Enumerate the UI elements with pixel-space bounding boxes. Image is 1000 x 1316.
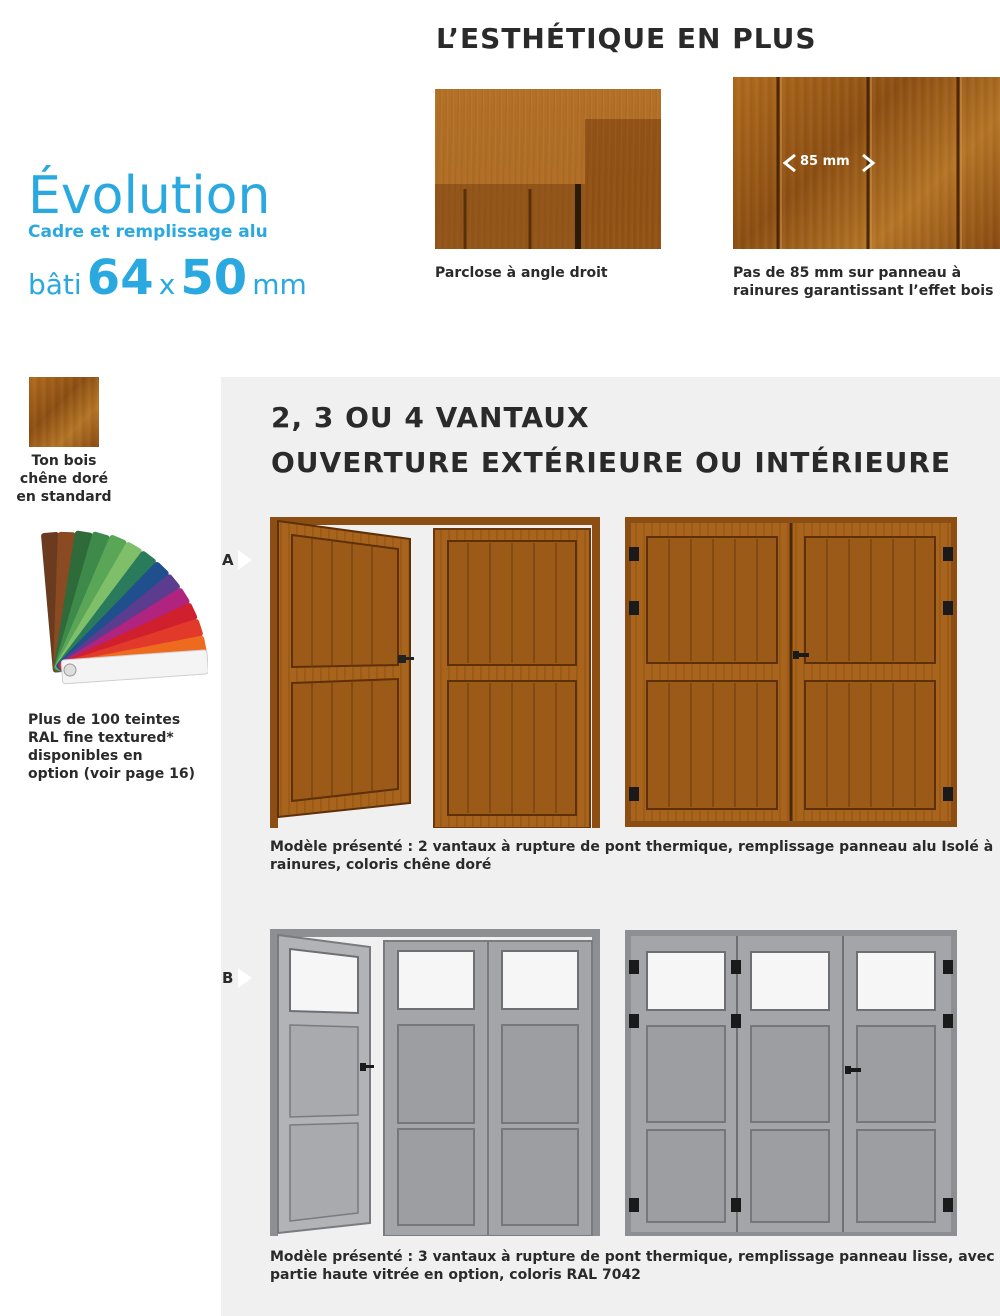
model-a-caption — [270, 838, 993, 874]
groove-caption-line2: rainures garantissant l’effet bois — [733, 283, 994, 299]
frame-dimensions — [28, 250, 307, 306]
swatch-caption-line3: en standard — [16, 489, 112, 505]
ral-color-fan — [22, 522, 208, 706]
parclose-image — [435, 89, 661, 249]
oak-swatch — [29, 377, 99, 447]
ral-caption-line2: RAL fine textured* — [28, 730, 174, 746]
product-name: Évolution — [28, 166, 271, 226]
ral-caption — [28, 711, 195, 783]
bati-height: 50 — [180, 250, 248, 306]
model-a-label: A — [222, 551, 234, 569]
ral-caption-line1: Plus de 100 teintes — [28, 712, 181, 728]
model-a-caption-line1: Modèle présenté : 2 vantaux à rupture de pont thermique, remplissage panneau alu Isolé à — [270, 839, 994, 855]
model-b-closed-illustration — [625, 930, 957, 1236]
model-b-open-illustration — [270, 929, 600, 1236]
model-a-open-illustration — [270, 517, 600, 828]
ral-fan-illustration — [22, 522, 208, 706]
swatch-caption — [0, 452, 128, 506]
swatch-caption-line2: chêne doré — [19, 471, 109, 487]
feature-caption-groove — [733, 264, 993, 300]
model-b-caption-line1: Modèle présenté : 3 vantaux à rupture de pont thermique, remplissage panneau lisse, avec — [270, 1249, 995, 1265]
ral-caption-line3: disponibles en — [28, 748, 143, 764]
bati-x: x — [158, 268, 176, 301]
model-b-label: B — [222, 969, 234, 987]
model-b-caption-line2: partie haute vitrée en option, coloris RAL 7042 — [270, 1267, 641, 1283]
model-b-closed-view — [625, 930, 957, 1236]
panel-title-line2: OUVERTURE EXTÉRIEURE OU INTÉRIEURE — [271, 446, 952, 479]
swatch-caption-line1: Ton bois — [31, 453, 97, 469]
feature-caption-parclose: Parclose à angle droit — [435, 265, 608, 281]
groove-caption-line1: Pas de 85 mm sur panneau à — [733, 265, 962, 281]
product-subtitle: Cadre et remplissage alu — [28, 222, 268, 242]
model-b-pointer-icon — [238, 968, 252, 988]
bati-unit: mm — [252, 268, 307, 301]
parclose-illustration — [435, 89, 661, 249]
bati-label: bâti — [28, 268, 82, 301]
groove-illustration — [733, 77, 1000, 249]
model-a-caption-line2: rainures, coloris chêne doré — [270, 857, 492, 873]
model-a-closed-view — [625, 517, 957, 827]
bati-width: 64 — [86, 250, 154, 306]
model-a-pointer-icon — [238, 550, 252, 570]
model-b-caption — [270, 1248, 995, 1284]
section-title: L’ESTHÉTIQUE EN PLUS — [436, 22, 817, 55]
model-a-closed-illustration — [625, 517, 957, 827]
model-b-open-view — [270, 929, 600, 1236]
groove-pitch-image — [733, 77, 1000, 249]
ral-caption-line4: option (voir page 16) — [28, 766, 196, 782]
dimension-label: 85 mm — [800, 154, 850, 169]
panel-title-line1: 2, 3 OU 4 VANTAUX — [271, 401, 590, 434]
model-a-open-view — [270, 517, 600, 828]
